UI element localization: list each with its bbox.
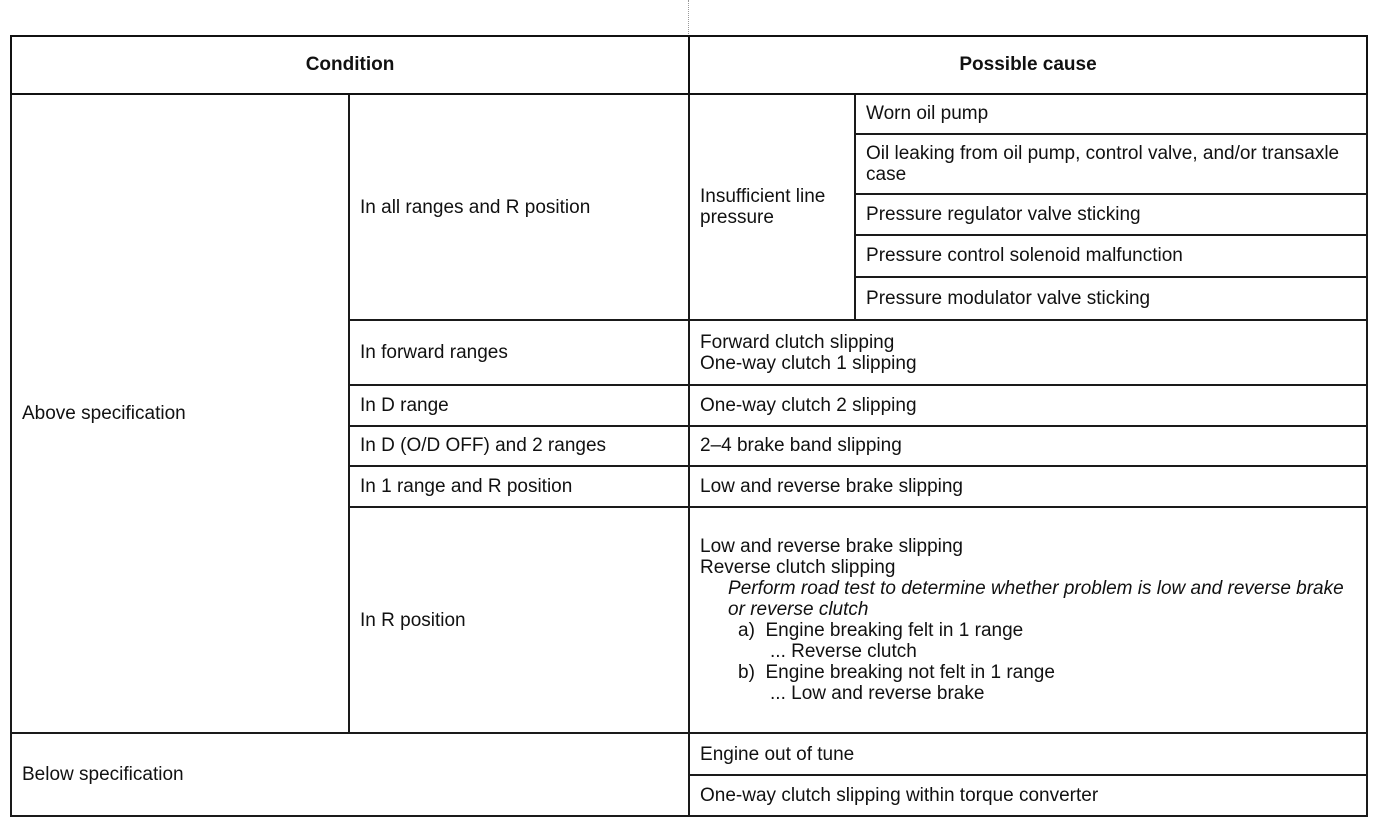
- cause-group-line-pressure: Insufficient line pressure: [689, 94, 855, 321]
- table-row: [11, 94, 1367, 134]
- list-text: Engine breaking felt in 1 range: [765, 620, 1024, 642]
- condition-d-range: In D range: [349, 385, 689, 426]
- header-row: [11, 36, 1367, 94]
- diagnosis-sheet: [10, 35, 1366, 817]
- list-text: Engine breaking not felt in 1 range: [765, 662, 1055, 684]
- cause-forward-clutch: Forward clutch slipping: [700, 331, 895, 353]
- cause-engine-out-of-tune: Engine out of tune: [689, 733, 1367, 774]
- cause-r-position: [689, 507, 1367, 734]
- cause-worn-oil-pump: Worn oil pump: [855, 94, 1367, 134]
- cause-r-low-reverse: Low and reverse brake slipping: [700, 536, 964, 558]
- above-spec-label: Above specification: [11, 94, 349, 734]
- below-spec-label: Below specification: [11, 733, 689, 816]
- cause-low-reverse-brake: Low and reverse brake slipping: [689, 466, 1367, 507]
- cause-r-reverse-clutch: Reverse clutch slipping: [700, 557, 896, 579]
- cause-control-solenoid: Pressure control solenoid malfunction: [855, 235, 1367, 277]
- condition-r-position: In R position: [349, 507, 689, 734]
- road-test-note: Perform road test to determine whether problem is low and reverse brake or reverse clutch: [728, 578, 1344, 621]
- diagnosis-table: [10, 35, 1368, 817]
- cause-modulator-valve: Pressure modulator valve sticking: [855, 277, 1367, 320]
- condition-1-range: In 1 range and R position: [349, 466, 689, 507]
- cause-forward: [689, 320, 1367, 385]
- list-marker: a): [738, 620, 755, 642]
- header-condition: Condition: [11, 36, 689, 94]
- cause-torque-converter-clutch: One-way clutch slipping within torque converter: [689, 775, 1367, 816]
- cause-brake-band: 2–4 brake band slipping: [689, 426, 1367, 465]
- scan-artifact-line: [688, 0, 690, 34]
- cause-one-way-clutch-1: One-way clutch 1 slipping: [700, 352, 917, 374]
- cause-regulator-valve: Pressure regulator valve sticking: [855, 194, 1367, 235]
- condition-forward-ranges: In forward ranges: [349, 320, 689, 385]
- list-marker: b): [738, 662, 755, 684]
- header-possible-cause: Possible cause: [689, 36, 1367, 94]
- table-row: [11, 733, 1367, 774]
- list-result: ... Low and reverse brake: [770, 683, 985, 705]
- list-item: [700, 620, 1356, 641]
- cause-one-way-clutch-2: One-way clutch 2 slipping: [689, 385, 1367, 426]
- condition-all-ranges: In all ranges and R position: [349, 94, 689, 321]
- condition-d-od-off: In D (O/D OFF) and 2 ranges: [349, 426, 689, 465]
- list-item: [700, 662, 1356, 683]
- cause-oil-leaking: Oil leaking from oil pump, control valve, and/or transaxle case: [855, 134, 1367, 194]
- list-result: ... Reverse clutch: [770, 641, 917, 663]
